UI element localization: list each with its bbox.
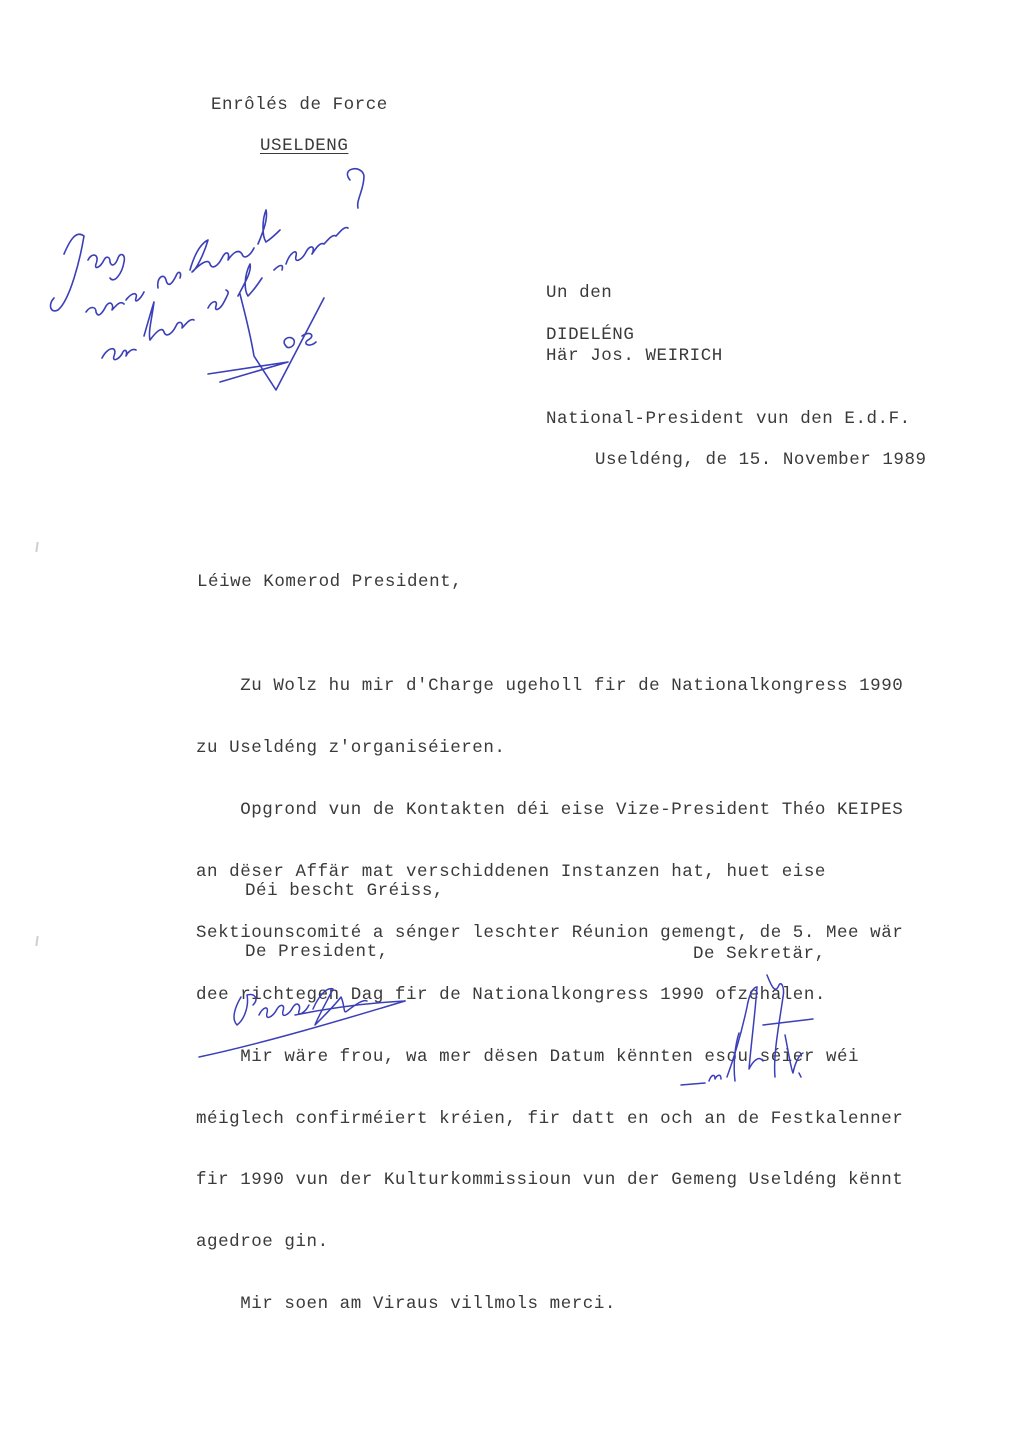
secretary-signature	[675, 965, 825, 1095]
body-line: Mir soen am Viraus villmols merci.	[196, 1294, 616, 1314]
body-line: méiglech confirméiert kréien, fir datt en och an de Festkalenner	[196, 1108, 904, 1129]
president-label: De President,	[245, 942, 389, 962]
body-line: agedroe gin.	[196, 1232, 329, 1253]
scan-speck	[35, 542, 38, 552]
recipient-city: DIDELÉNG	[546, 325, 635, 345]
recipient-address	[546, 242, 911, 471]
closing: Déi bescht Gréiss,	[245, 881, 444, 901]
date-line: Useldéng, de 15. November 1989	[595, 450, 927, 470]
recipient-line: Un den	[546, 283, 613, 304]
letterhead-section: USELDENG	[260, 136, 349, 156]
president-signature	[195, 975, 415, 1065]
body-line: Opgrond vun de Kontakten déi eise Vize-President Théo KEIPES	[196, 799, 904, 820]
body-line: Zu Wolz hu mir d'Charge ugeholl fir de Nationalkongress 1990	[196, 676, 904, 697]
body-line: zu Useldéng z'organiséieren.	[196, 737, 506, 758]
recipient-line: National-President vun den E.d.F.	[546, 408, 911, 429]
scan-speck	[35, 936, 38, 946]
secretary-label: De Sekretär,	[693, 944, 826, 964]
body-line: fir 1990 vun der Kulturkommissioun vun der Gemeng Useldéng kënnt	[196, 1170, 904, 1191]
body-line: Sektiounscomité a sénger leschter Réunion gemengt, de 5. Mee wär	[196, 923, 904, 944]
body-line: dee richtegen Dag fir de Nationalkongress 1990 ofzehalen.	[196, 985, 826, 1006]
handwritten-note	[40, 160, 390, 400]
body-line: an dëser Affär mat verschiddenen Instanzen hat, huet eise	[196, 861, 826, 882]
body-line: Mir wäre frou, wa mer dësen Datum kënnten esou séier wéi	[196, 1046, 860, 1067]
salutation: Léiwe Komerod President,	[197, 572, 463, 592]
letterhead-organization: Enrôlés de Force	[211, 95, 388, 115]
recipient-line: Här Jos. WEIRICH	[546, 345, 723, 366]
